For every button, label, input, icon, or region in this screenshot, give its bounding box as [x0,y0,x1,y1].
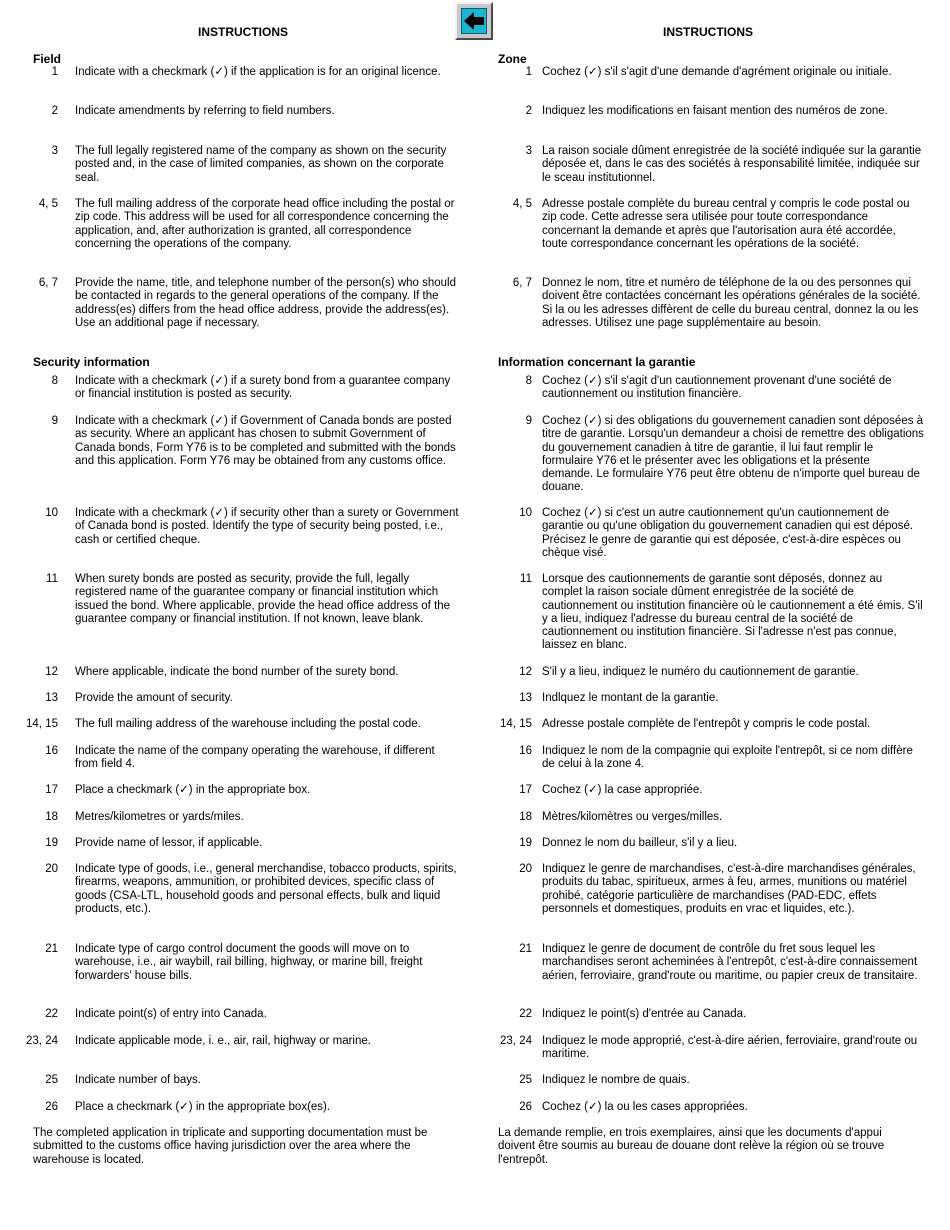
instruction-text: Provide the name, title, and telephone number of the person(s) who should be contacted in regards to the general operations of the company. If the address(es) differs from the head office address, provide the address(es). Use an additional page if necessary. [75,277,457,329]
field-number: 22 [519,1008,532,1020]
instruction-text: Indiquez le nombre de quais. [542,1074,690,1086]
field-number: 4, 5 [38,198,58,210]
field-number: 3 [51,145,58,157]
instruction-text: Indicate the name of the company operating the warehouse, if different from field 4. [75,745,435,771]
left-footer: The completed application in triplicate and supporting documentation must be submitted to the customs office having jurisdiction over the area where the warehouse is located. [33,1127,428,1166]
field-number: 26 [45,1101,58,1113]
field-number: 13 [519,692,532,704]
field-number: 16 [519,745,532,757]
instruction-text: Indicate amendments by referring to field numbers. [75,105,335,117]
field-number: 6, 7 [38,277,58,289]
field-number: 17 [45,784,58,796]
instruction-text: Mètres/kilomètres ou verges/milles. [542,811,723,823]
instruction-text: Indicate number of bays. [75,1074,201,1086]
instruction-text: Indicate type of goods, i.e., general merchandise, tobacco products, spirits, firearms, weapons, ammunition, or prohibited devices, specific class of goods (CSA-LTL, household goods and personal effects, bulk and liquid products, etc.). [75,863,457,915]
instruction-text: Indicate with a checkmark (✓) if the application is for an original licence. [75,66,441,78]
field-number: 18 [519,811,532,823]
instruction-text: Cochez (✓) s'il s'agit d'un cautionnement provenant d'une société de cautionnement ou institution financière. [542,375,892,401]
field-number: 1 [525,66,532,78]
instruction-text: Provide the amount of security. [75,692,233,704]
instruction-text: Indicate with a checkmark (✓) if Government of Canada bonds are posted as security. Where an applicant has chosen to submit Government of Canada bonds, Form Y76 is to be completed and submitted with the bonds and this application. Form Y76 may be obtained from any customs office. [75,415,456,467]
field-number: 4, 5 [512,198,532,210]
instruction-text: Adresse postale complète de l'entrepôt y compris le code postal. [542,718,871,730]
field-number: 8 [51,375,58,387]
instruction-text: Cochez (✓) s'il s'agit d'une demande d'agrément originale ou initiale. [542,66,892,78]
field-number: 21 [45,943,58,955]
field-number: 18 [45,811,58,823]
field-number: 9 [525,415,532,427]
instruction-text: Provide name of lessor, if applicable. [75,837,263,849]
instruction-text: Donnez le nom du bailleur, s'il y a lieu. [542,837,738,849]
instruction-text: S'il y a lieu, indiquez le numéro du cautionnement de garantie. [542,666,859,678]
field-number: 14, 15 [26,718,58,730]
instruction-text: Where applicable, indicate the bond number of the surety bond. [75,666,399,678]
field-number: 25 [519,1074,532,1086]
instruction-text: Indiquez le nom de la compagnie qui exploite l'entrepôt, si ce nom diffère de celui à la zone 4. [542,745,913,771]
instruction-text: The full mailing address of the warehouse including the postal code. [75,718,421,730]
right-footer: La demande remplie, en trois exemplaires, ainsi que les documents d'appui doivent être soumis au bureau de douane dont relève la région où se trouve l'entrepôt. [498,1127,885,1166]
right-title: INSTRUCTIONS [663,25,753,39]
field-number: 20 [519,863,532,875]
instruction-text: Indicate applicable mode, i. e., air, rail, highway or marine. [75,1035,371,1047]
field-number: 26 [519,1101,532,1113]
instruction-text: Indlquez le montant de la garantie. [542,692,719,704]
arrow-left-icon [463,11,485,31]
instruction-text: Donnez le nom, titre et numéro de téléphone de la ou des personnes qui doivent être contactées concernant les opérations générales de la société. Si la ou les adresses diffèrent de celle du bureau central, donnez la ou les adresses. Utilisez une page supplémentaire au besoin. [542,277,921,329]
instruction-text: Cochez (✓) la ou les cases appropriées. [542,1101,748,1113]
instruction-text: Indiquez le point(s) d'entrée au Canada. [542,1008,747,1020]
field-number: 19 [45,837,58,849]
field-number: 1 [51,66,58,78]
field-number: 6, 7 [512,277,532,289]
field-number: 23, 24 [500,1035,532,1047]
field-number: 22 [45,1008,58,1020]
instruction-text: Cochez (✓) si des obligations du gouvernement canadien sont déposées à titre de garantie. Lorsqu'un demandeur a choisi de remettre des obligations du gouvernement canadien à titre de garantie, il lui faut remplir le formulaire Y76 et le présenter avec les obligations et la présente demande. Le formulaire Y76 peut être obtenu de n'importe quel bureau de douane. [542,415,924,494]
field-number: 25 [45,1074,58,1086]
field-number: 8 [525,375,532,387]
back-button[interactable] [455,2,493,40]
field-number: 10 [519,507,532,519]
field-number: 19 [519,837,532,849]
field-number: 11 [520,573,532,585]
instruction-text: Indiquez le genre de marchandises, c'est-à-dire marchandises générales, produits du tabac, spiritueux, armes à feu, armes, munitions ou matériel prohibé, catégorie particulière de marchandises (PAD-EDC, effets personnels et domestiques, produits en vrac et liquides, etc.). [542,863,916,915]
instruction-text: La raison sociale dûment enregistrée de la société indiquée sur la garantie déposée et, dans le cas des sociétés à responsabilité limitée, indiquée sur le sceau institutionnel. [542,145,922,184]
instruction-text: The full legally registered name of the company as shown on the security posted and, in the case of limited companies, as shown on the corporate seal. [75,145,447,184]
left-security-heading: Security information [33,355,150,369]
right-field-heading: Zone [498,52,527,66]
instruction-text: Metres/kilometres or yards/miles. [75,811,244,823]
field-number: 10 [45,507,58,519]
field-number: 3 [525,145,532,157]
field-number: 14, 15 [500,718,532,730]
field-number: 2 [51,105,58,117]
instruction-text: Indicate point(s) of entry into Canada. [75,1008,267,1020]
instruction-text: Indiquez le genre de document de contrôle du fret sous lequel les marchandises seront acheminées à l'entrepôt, c'est-à-dire connaissement aérien, ferroviaire, grand'route ou maritime, ou papier creux de transitaire. [542,943,918,982]
instruction-text: Indicate with a checkmark (✓) if security other than a surety or Government of Canada bond is posted. Identify the type of security being posted, i.e., cash or certified cheque. [75,507,459,546]
field-number: 12 [519,666,532,678]
instruction-text: Cochez (✓) la case appropriée. [542,784,703,796]
instruction-text: When surety bonds are posted as security, provide the full, legally registered name of the guarantee company or financial institution which issued the bond. Where applicable, provide the head office address of the guarantee company or financial institution. If not known, leave blank. [75,573,451,625]
instruction-text: Indiquez les modifications en faisant mention des numéros de zone. [542,105,888,117]
field-number: 16 [45,745,58,757]
field-number: 9 [51,415,58,427]
field-number: 11 [46,573,58,585]
left-field-heading: Field [33,52,62,66]
right-security-heading: Information concernant la garantie [498,355,696,369]
field-number: 2 [525,105,532,117]
instruction-text: Indiquez le mode approprié, c'est-à-dire aérien, ferroviaire, grand'route ou maritime. [542,1035,918,1061]
instruction-text: Place a checkmark (✓) in the appropriate box(es). [75,1101,331,1113]
field-number: 20 [45,863,58,875]
field-number: 12 [45,666,58,678]
field-number: 13 [45,692,58,704]
instruction-text: Adresse postale complète du bureau central y compris le code postal ou zip code. Cette adresse sera utilisée pour toute correspondance concernant la demande et après que l'autorisation aura été accordée, toute correspondance concernant les opérations de la société. [542,198,910,250]
field-number: 17 [519,784,532,796]
field-number: 23, 24 [26,1035,58,1047]
field-number: 21 [519,943,532,955]
instruction-text: Cochez (✓) si c'est un autre cautionnement qu'un cautionnement de garantie ou qu'une obligation du gouvernement canadien qui est déposé. Précisez le genre de garantie qui est déposée, c'est-à-dire espèces ou chèque visé. [542,507,914,559]
instruction-text: Indicate with a checkmark (✓) if a surety bond from a guarantee company or financial institution is posted as security. [75,375,451,401]
instruction-text: Place a checkmark (✓) in the appropriate box. [75,784,311,796]
instruction-text: Indicate type of cargo control document the goods will move on to warehouse, i.e., air waybill, rail billing, highway, or marine bill, freight forwarders' house bills. [75,943,423,982]
left-title: INSTRUCTIONS [198,25,288,39]
instruction-text: The full mailing address of the corporate head office including the postal or zip code. This address will be used for all correspondence concerning the application, and, after authorization is granted, all correspondence concerning the operations of the company. [75,198,455,250]
instruction-text: Lorsque des cautionnements de garantie sont déposés, donnez au complet la raison sociale dûment enregistrée de la société de cautionnement ou institution financière où le cautionnement a été émis. S'il y a lieu, indiquez l'adresse du bureau central de la société de cautionnement ou institution financière. Si l'adresse n'est pas connue, laissez en blanc. [542,573,923,652]
